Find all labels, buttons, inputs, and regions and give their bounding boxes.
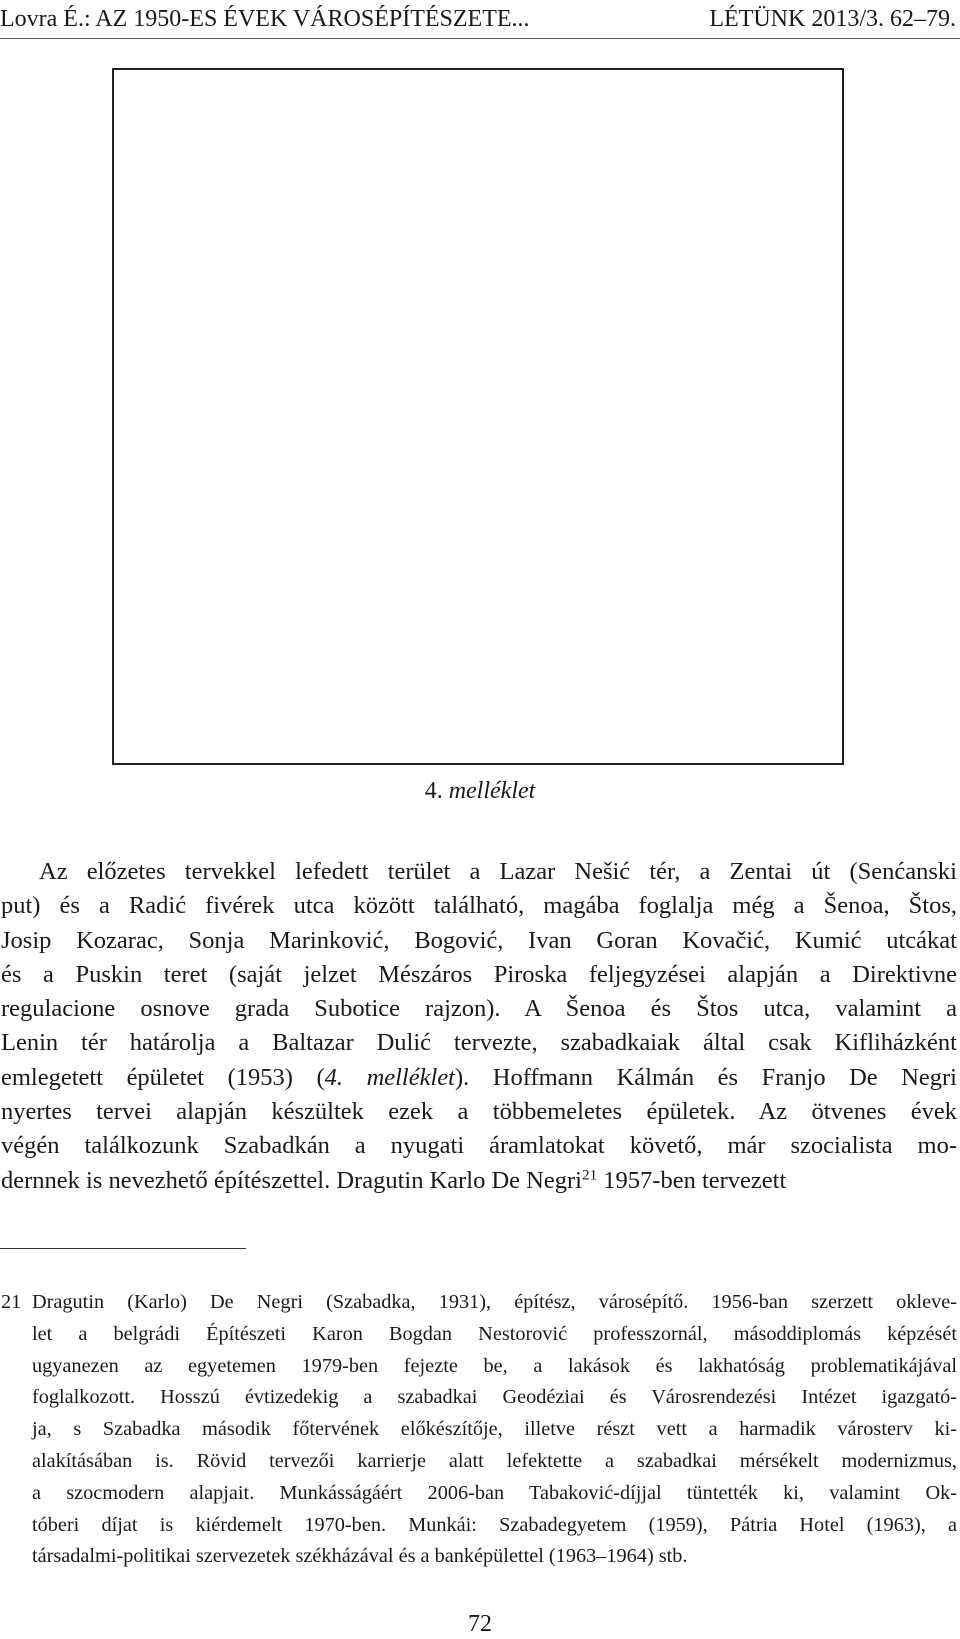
running-header bbox=[0, 0, 960, 38]
footnote-line: ja, s Szabadka második főtervének előkészítője, illetve részt vett a harmadik városterv ki- bbox=[32, 1418, 957, 1441]
caption-number: 4. bbox=[424, 778, 443, 804]
footnote-first-line bbox=[1, 1287, 957, 1319]
body-line: végén találkozunk Szabadkán a nyugati áramlatokat követő, már szocialista mo- bbox=[1, 1132, 957, 1160]
body-line: regulacione osnove grada Subotice rajzon). A Šenoa és Štos utca, valamint a bbox=[1, 995, 957, 1023]
figure-reference: 4. melléklet bbox=[324, 1063, 455, 1091]
figure-caption bbox=[0, 776, 960, 806]
footnote-marker: 21 bbox=[581, 1166, 598, 1184]
body-line: Az előzetes tervekkel lefedett terület a Lazar Nešić tér, a Zentai út (Senćanski bbox=[39, 858, 957, 885]
footnote bbox=[1, 1287, 957, 1573]
footnote-line: ugyanezen az egyetemen 1979-ben fejezte be, a lakások és lakhatóság problematikájával bbox=[32, 1354, 957, 1377]
body-line: put) és a Radić fivérek utca között található, magába foglalja még a Šenoa, Štos, bbox=[1, 892, 957, 920]
footnote-line: foglalkozott. Hosszú évtizedekig a szabadkai Geodéziai és Városrendezési Intézet igazgató- bbox=[32, 1386, 957, 1409]
footnote-divider bbox=[0, 1248, 246, 1249]
body-line-with-footnote bbox=[1, 1164, 957, 1198]
footnote-line: let a belgrádi Építészeti Karon Bogdan Nestorović professzornál, másoddiplomás képzését bbox=[32, 1322, 957, 1345]
footnote-line: alakításában is. Rövid tervezői karrierje alatt lefektette a szabadkai mérsékelt modernizmus, bbox=[32, 1449, 957, 1472]
header-journal-reference: LÉTÜNK 2013/3. 62–79. bbox=[709, 6, 956, 32]
body-line: nyertes tervei alapján készültek ezek a többemeletes épületek. Az ötvenes évek bbox=[1, 1098, 957, 1126]
body-line-segment: dernnek is nevezhető építészettel. Dragutin Karlo De Negri bbox=[1, 1166, 582, 1194]
figure-placeholder-frame bbox=[112, 68, 844, 765]
caption-text: melléklet bbox=[448, 778, 536, 804]
footnote-line: társadalmi-politikai szervezetek székházával és a banképülettel (1963–1964) stb. bbox=[32, 1545, 688, 1568]
page-number: 72 bbox=[468, 1611, 492, 1637]
body-line-with-reference bbox=[1, 1061, 957, 1095]
body-line-segment: 1957-ben tervezett bbox=[597, 1166, 787, 1194]
footnote-line: a szocmodern alapjait. Munkásságáért 2006-ban Tabaković-díjjal tüntették ki, valamint Ok- bbox=[32, 1481, 957, 1504]
footnote-line: tóberi díjat is kiérdemelt 1970-ben. Munkái: Szabadegyetem (1959), Pátria Hotel (1963), a bbox=[32, 1513, 957, 1536]
body-line-segment: ). Hoffmann Kálmán és Franjo De Negri bbox=[454, 1063, 957, 1091]
body-line: és a Puskin teret (saját jelzet Mészáros Piroska feljegyzései alapján a Direktivne bbox=[1, 960, 957, 988]
header-author-title: Lovra É.: AZ 1950-ES ÉVEK VÁROSÉPÍTÉSZETE... bbox=[0, 6, 530, 32]
body-line: Lenin tér határolja a Baltazar Dulić tervezte, szabadkaiak által csak Kifliházként bbox=[1, 1029, 957, 1057]
body-paragraph bbox=[1, 855, 957, 1198]
body-line-segment: emlegetett épületet (1953) ( bbox=[1, 1063, 325, 1091]
header-divider bbox=[0, 38, 960, 39]
footnote-line-text: Dragutin (Karlo) De Negri (Szabadka, 1931), építész, városépítő. 1956-ban szerzett okleve- bbox=[32, 1291, 957, 1313]
body-line: Josip Kozarac, Sonja Marinković, Bogović, Ivan Goran Kovačić, Kumić utcákat bbox=[1, 926, 957, 954]
footnote-number: 21 bbox=[1, 1291, 22, 1313]
